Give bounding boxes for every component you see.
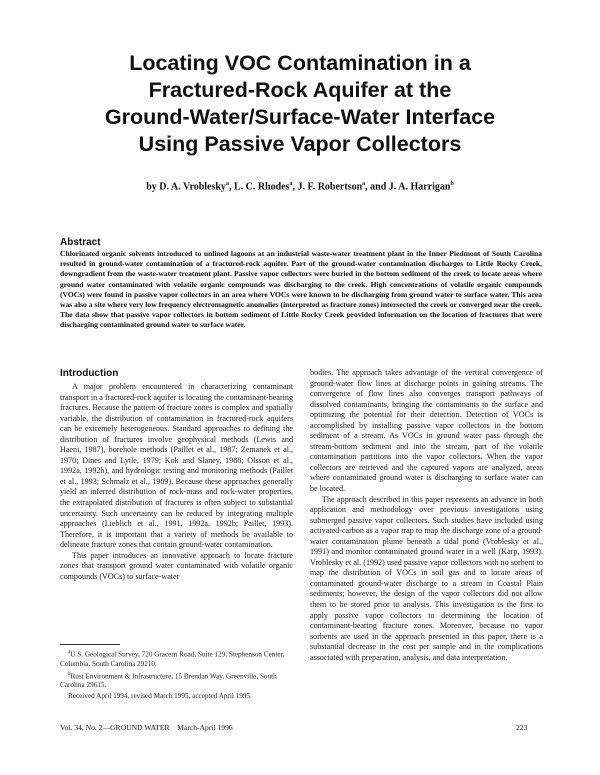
- author-3: J. F. Robertson: [297, 181, 363, 193]
- author-separator: ,: [228, 181, 234, 193]
- author-2: L. C. Rhodes: [233, 181, 290, 193]
- author-3-affiliation: a: [362, 181, 366, 187]
- intro-paragraph-1: A major problem encountered in characterizing contaminant transport in a fractured-rock aquifer is locating the contaminant-bearing fractures. Because the pattern of fracture zones is complex and spatially variable, the distribution of contamination in fractured-rock aquifers can be extremely heterogeneous. Standard approaches to defining the distribution of fractures involve geophysical methods (Lewis and Haeni, 1987), borehole methods (Paillet et al., 1987; Zemanek et al., 1970; Dines and Lytle, 1979; Kok and Slaney, 1988; Olsson et al., 1992a, 1992b), and hydrologic testing and monitoring methods (Paillet et al., 1993; Schmalz et al., 1989). Because these approaches generally yield an inferred distribution of rock-mass and rock-water properties, the extrapolated distribution of fractures is often subject to substantial uncertainty. Such uncertainty can be reduced by integrating multiple approaches (Lieblich et al., 1991, 1992a, 1992b; Paillet, 1993). Therefore, it is important that a variety of methods be available to delineate fracture zones that contain ground-water contamination.: [60, 382, 293, 550]
- intro-paragraph-4: The approach described in this paper represents an advance in both application and methodology over previous investigations using submerged passive vapor collectors. Such studies have included using activated-carbon as a vapor trap to map the discharge zone of a ground-water contamination plume beneath a tidal pond (Vroblesky et al., 1991) and monitor contaminated ground water in a well (Karp, 1993). Vroblesky et al. (1992) used passive vapor collectors with no sorbent to map the distribution of VOCs in soil gas and to locate areas of contaminated ground-water discharge to a stream in Coastal Plain sediments; however, the design of the vapor collectors did not allow them to be stored prior to analysis. This investigation is the first to apply passive vapor collectors to determining the location of contaminant-bearing fracture zones. Moreover, because no vapor sorbents are used in the approach presented in this paper, there is a substantial decrease in the cost per sample and in the complications associated with preparation, analysis, and data interpretation.: [310, 494, 543, 662]
- title-line-2: Fractured-Rock Aquifer at the: [148, 78, 452, 102]
- footnote-b: [60, 670, 293, 691]
- author-4: J. A. Harrigan: [388, 181, 451, 193]
- footnote-a-marker: a: [68, 650, 71, 655]
- author-prefix: by: [146, 181, 160, 193]
- footnote-a-text: U.S. Geological Survey, 720 Gracern Road, Suite 129, Stephenson Center, Columbia, South Carolina 29210.: [60, 650, 285, 668]
- left-column: [60, 382, 293, 582]
- author-line: [60, 181, 540, 192]
- footnotes: [60, 648, 293, 702]
- right-column: [310, 368, 543, 663]
- title-line-1: Locating VOC Contamination in a: [129, 51, 471, 75]
- title-line-4: Using Passive Vapor Collectors: [138, 132, 462, 156]
- author-4-affiliation: b: [450, 181, 454, 187]
- author-1: D. A. Vroblesky: [159, 181, 226, 193]
- journal-footer: Vol. 34, No. 2—GROUND WATER March-April 1996: [60, 723, 233, 732]
- page-number: 223: [516, 723, 528, 732]
- abstract-text: Chlorinated organic solvents introduced to unlined lagoons at an industrial waste-water treatment plant in the Inner Piedmont of South Carolina resulted in ground-water contamination of a fractured-rock aquifer. Part of the ground-water contamination discharges to Little Rocky Creek, downgradient from the waste-water treatment plant. Passive vapor collectors were buried in the bottom sediment of the creek to locate areas where ground water contaminated with volatile organic compounds was discharging to the creek. High concentrations of volatile organic compounds (VOCs) were found in passive vapor collectors in an area where VOCs were known to be discharging from ground water to surface water. This area was also a site where very low frequency electromagnetic anomalies (interpreted as fracture zones) intersected the creek or converged near the creek. The data show that passive vapor collectors in bottom sediment of Little Rocky Creek provided information on the location of fractures that were discharging contaminated ground water to surface water.: [60, 249, 542, 330]
- author-2-affiliation: a: [289, 181, 293, 187]
- footnote-b-text: Rust Environment & Infrastructure, 15 Brendan Way, Greenville, South Carolina 29615.: [60, 672, 277, 690]
- abstract-heading: Abstract: [60, 237, 101, 248]
- intro-paragraph-3: bodies. The approach takes advantage of the vertical convergence of ground-water flow lines at discharge points in gaining streams. The convergence of flow lines also converges transport pathways of dissolved contaminants, bringing the contaminants to the surface and optimizing the potential for their detection. Detection of VOCs is accomplished by installing passive vapor collectors in the bottom sediment of a stream. As VOCs in ground water pass through the stream-bottom sediment and into the stream, part of the volatile contamination partitions into the vapor collectors. When the vapor collectors are retrieved and the captured vapors are analyzed, areas where contaminated ground water is discharging to surface water can be located.: [310, 368, 543, 494]
- introduction-heading: Introduction: [60, 368, 119, 379]
- author-1-affiliation: a: [225, 181, 229, 187]
- footnote-divider: [60, 644, 120, 645]
- author-separator: ,: [292, 181, 298, 193]
- title-line-3: Ground-Water/Surface-Water Interface: [104, 105, 496, 129]
- author-separator: , and: [365, 181, 389, 193]
- paper-title: [70, 50, 530, 158]
- footnote-a: [60, 648, 293, 669]
- intro-paragraph-2: This paper introduces an innovative approach to locate fracture zones that transport ground water contaminated with volatile organic compounds (VOCs) to surface-water: [60, 550, 293, 581]
- footnote-b-marker: b: [68, 671, 71, 677]
- received-note: Received April 1994, revised March 1995, accepted April 1995.: [68, 691, 252, 700]
